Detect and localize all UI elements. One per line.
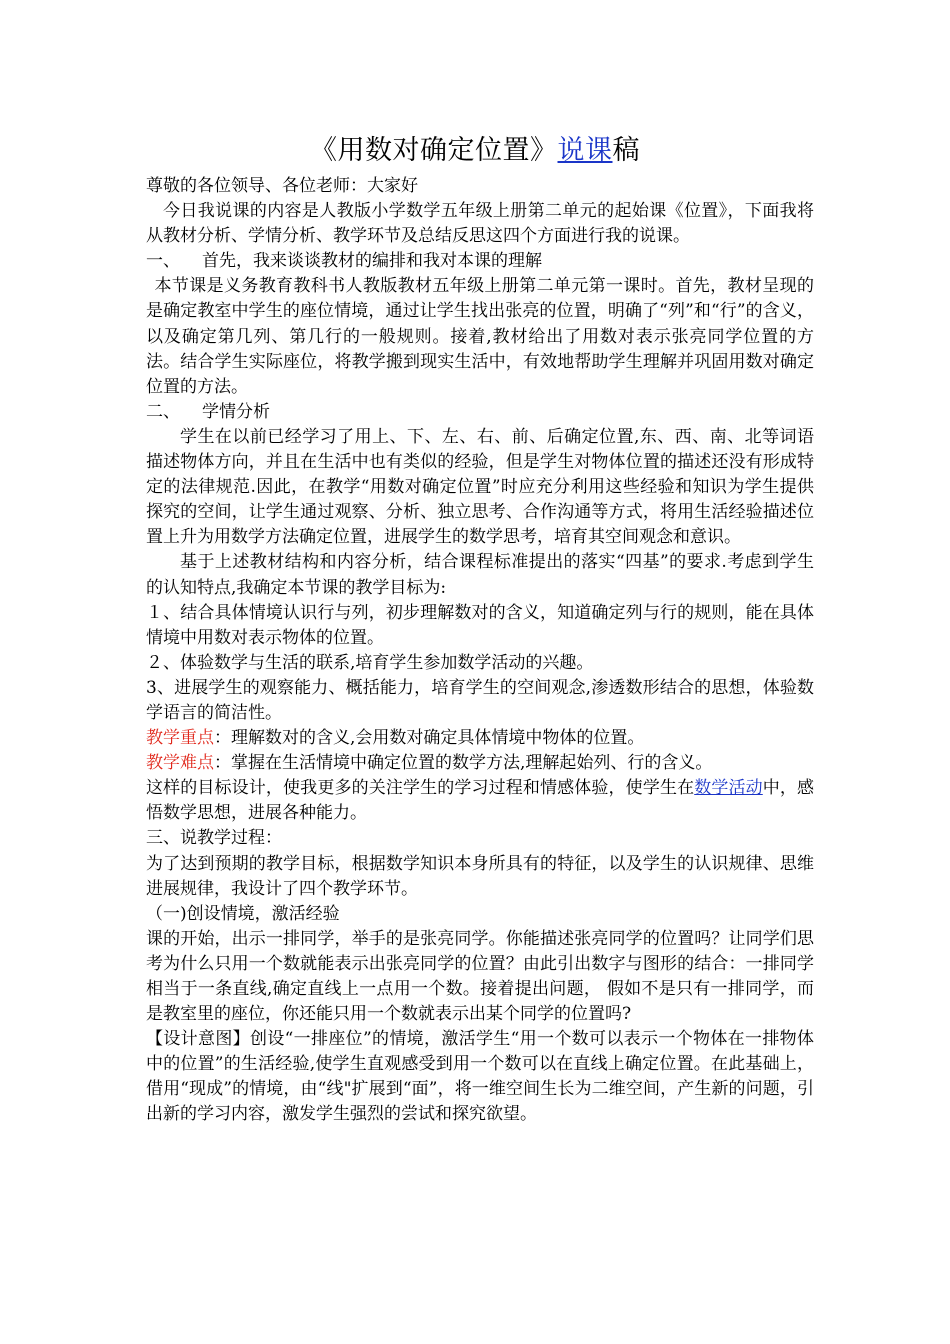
section1-title: 首先，我来谈谈教材的编排和我对本课的理解 — [202, 251, 542, 272]
greeting: 尊敬的各位领导、各位老师：大家好 — [146, 176, 418, 196]
title-text: 《用数对确定位置》 — [310, 135, 558, 166]
key-point-label: 教学重点 — [146, 728, 214, 749]
design-note-suffix: 中，感悟数学思想，进展各种能力。 — [146, 778, 815, 824]
section1-heading — [146, 249, 814, 274]
key-point — [146, 726, 814, 751]
difficulty-text: ：掌握在生活情境中确定位置的数学方法,理解起始列、行的含义。 — [214, 753, 713, 774]
goal-3: 3、进展学生的观察能力、概括能力，培育学生的空间观念,渗透数形结合的思想，体验数学语言的简洁性。 — [146, 677, 814, 723]
title-link[interactable]: 说课 — [557, 135, 613, 166]
section2-paragraph-2: 基于上述教材结构和内容分析，结合课程标准提出的落实“四基”的要求.考虑到学生的认知特点,我确定本节课的教学目标为: — [146, 552, 814, 598]
section2-title: 学情分析 — [202, 401, 270, 422]
step1-paragraph: 课的开始，出示一排同学，举手的是张亮同学。你能描述张亮同学的位置吗？让同学们思考为什么只用一个数就能表示出张亮同学的位置？由此引出数字与图形的结合：一排同学相当于一条直线,确定直线上一点用一个数。接着提出问题， 假如不是只有一排同学，而是教室里的座位，你还能只用一个数就表示出某个同学的位置吗? — [146, 928, 814, 1025]
goal-2: ２、体验数学与生活的联系,培育学生参加数学活动的兴趣。 — [146, 652, 594, 673]
section2-paragraph-1: 学生在以前已经学习了用上、下、左、右、前、后确定位置,东、西、南、北等词语描述物体方向，并且在生活中也有类似的经验，但是学生对物体位置的描述还没有形成特定的法律规范.因此，在教学“用数对确定位置”时应充分利用这些经验和知识为学生提供探究的空间，让学生通过观察、分析、独立思考、合作沟通等方式，将用生活经验描述位置上升为用数学方法确定位置，进展学生的数学思考，培育其空间观念和意识。 — [146, 426, 814, 548]
section2-heading — [146, 400, 814, 425]
section2-number: 二、 — [146, 401, 180, 422]
intro-paragraph: 今日我说课的内容是人教版小学数学五年级上册第二单元的起始课《位置》，下面我将从教材分析、学情分析、教学环节及总结反思这四个方面进行我的说课。 — [146, 201, 814, 247]
section3-heading: 三、说教学过程： — [146, 828, 282, 849]
difficulty — [146, 751, 814, 776]
title-suffix: 稿 — [612, 135, 640, 166]
key-point-text: ：理解数对的含义,会用数对确定具体情境中物体的位置。 — [214, 728, 645, 749]
section1-paragraph: 本节课是义务教育教科书人教版教材五年级上册第二单元第一课时。首先，教材呈现的是确定教室中学生的座位情境，通过让学生找出张亮的位置，明确了“列”和“行”的含义，以及确定第几列、第几行的一般规则。接着,教材给出了用数对表示张亮同学位置的方法。结合学生实际座位，将教学搬到现实生活中，有效地帮助学生理解并巩固用数对确定位置的方法。 — [146, 276, 814, 397]
design-note-text: 这样的目标设计，使我更多的关注学生的学习过程和情感体验，使学生在 — [146, 778, 695, 799]
step1-design-intent: 【设计意图】创设“一排座位”的情境，激活学生“用一个数可以表示一个物体在一排物体中的位置”的生活经验,使学生直观感受到用一个数可以在直线上确定位置。在此基础上，借用“现成”的情境，由“线"扩展到“面”，将一维空间生长为二维空间，产生新的问题，引出新的学习内容，激发学生强烈的尝试和探究欲望。 — [146, 1029, 814, 1125]
step1-heading: （一)创设情境，激活经验 — [146, 903, 340, 924]
section1-number: 一、 — [146, 251, 180, 272]
goal-1: １、结合具体情境认识行与列，初步理解数对的含义，知道确定列与行的规则，能在具体情境中用数对表示物体的位置。 — [146, 602, 814, 648]
math-activity-link[interactable]: 数学活动 — [694, 778, 763, 799]
design-note — [146, 776, 814, 826]
document-body — [146, 174, 814, 1128]
section3-paragraph: 为了达到预期的教学目标，根据数学知识本身所具有的特征，以及学生的认识规律、思维进展规律，我设计了四个教学环节。 — [146, 853, 814, 899]
difficulty-label: 教学难点 — [146, 753, 214, 774]
document-title — [0, 133, 950, 169]
